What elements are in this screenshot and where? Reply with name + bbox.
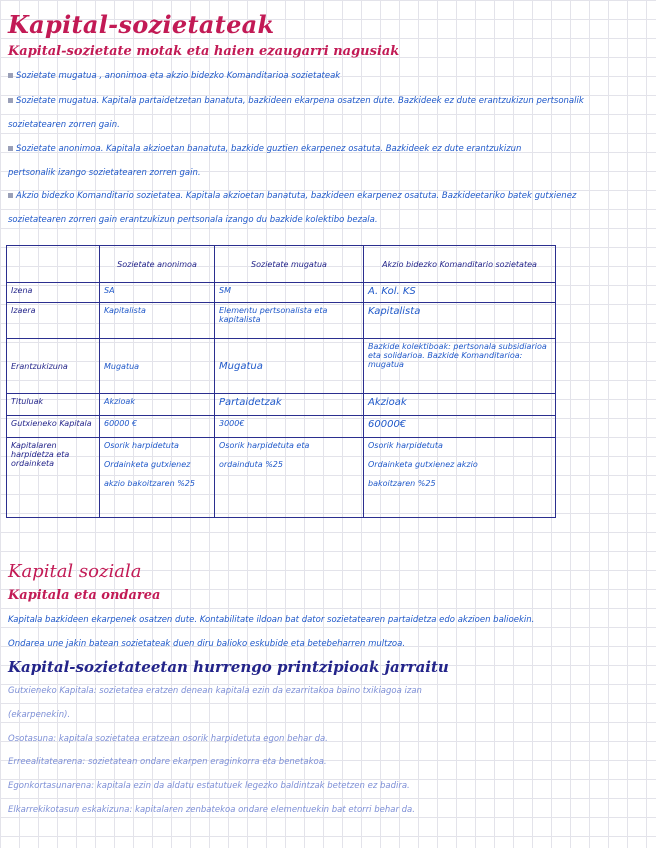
akzio-line-1: [8, 191, 576, 201]
table-cell: SM: [215, 283, 364, 303]
mugatua-text-1: Sozietate mugatua. Kapitala partaidetzetan banatuta, bazkideen ekarpena osatzen dute. Bazkideek ez dute erantzukizun pertsonalik: [16, 96, 584, 106]
table-header-cell: [7, 246, 100, 283]
kapitala-definition: Kapitala bazkideen ekarpenek osatzen dute. Kontabilitate ildoan bat dator sozietatearen partaidetza edo akzioen balioekin.: [8, 615, 535, 625]
table-cell: Kapitalista: [100, 303, 215, 339]
bullet-icon: [8, 193, 13, 198]
section-title: Kapital-sozietateetan hurrengo printzipioak jarraitu: [8, 658, 449, 676]
row-label: Tituluak: [7, 394, 100, 416]
table-cell: 3000€: [215, 416, 364, 438]
anonimoa-line-1: [8, 144, 521, 154]
bullet-icon: [8, 146, 13, 151]
table-cell: Partaidetzak: [215, 394, 364, 416]
row-label: Gutxieneko Kapitala: [7, 416, 100, 438]
anonimoa-line-2: pertsonalik izango sozietatearen zorren gain.: [8, 168, 201, 178]
section-subtitle: Kapitala eta ondarea: [8, 588, 161, 603]
table-header-row: [7, 246, 556, 283]
principle-line: Egonkortasunarena: kapitala ezin da aldatu estatutuek legezko baldintzak betetzen ez badira.: [8, 781, 410, 791]
cell-line: Osorik harpidetuta: [368, 441, 443, 450]
table-cell: Akzioak: [364, 394, 556, 416]
comparison-table: [6, 245, 556, 518]
akzio-line-2: sozietatearen zorren gain erantzukizun pertsonala izango du bazkide kolektibo bezala.: [8, 215, 378, 225]
intro-line: [8, 71, 340, 81]
table-cell: 60000€: [364, 416, 556, 438]
row-label: Izaera: [7, 303, 100, 339]
table-row: [7, 438, 556, 518]
table-header-cell: Sozietate anonimoa: [100, 246, 215, 283]
table-cell: Mugatua: [215, 339, 364, 394]
cell-line: Osorik harpidetuta: [104, 441, 179, 450]
mugatua-line-1: [8, 96, 584, 106]
table-cell: [215, 438, 364, 518]
table-cell: [364, 438, 556, 518]
table-row: [7, 416, 556, 438]
cell-line: akzio bakoitzaren %25: [104, 479, 195, 488]
table-row: [7, 283, 556, 303]
section-title: Kapital soziala: [8, 561, 142, 582]
row-label: Erantzukizuna: [7, 339, 100, 394]
section-subtitle: Kapital-sozietate motak eta haien ezaugarri nagusiak: [8, 44, 400, 59]
table-cell: Mugatua: [100, 339, 215, 394]
bullet-icon: [8, 98, 13, 103]
principle-line: Osotasuna: kapitala sozietatea eratzean osorik harpidetuta egon behar da.: [8, 734, 328, 744]
table-cell: [100, 438, 215, 518]
anonimoa-text-1: Sozietate anonimoa. Kapitala akzioetan banatuta, bazkide guztien ekarpenez osatuta. Bazkideek ez dute erantzukizun: [16, 144, 522, 154]
principle-line: Gutxieneko Kapitala: sozietatea eratzen denean kapitala ezin da ezarritakoa baino txikiagoa izan: [8, 686, 422, 696]
cell-line: bakoitzaren %25: [368, 479, 436, 488]
table-header-cell: Sozietate mugatua: [215, 246, 364, 283]
table-cell: Akzioak: [100, 394, 215, 416]
table-cell: A. Kol. KS: [364, 283, 556, 303]
row-label: Kapitalaren harpidetza eta ordainketa: [7, 438, 100, 518]
table-cell: Elementu pertsonalista eta kapitalista: [215, 303, 364, 339]
mugatua-line-2: sozietatearen zorren gain.: [8, 120, 120, 130]
table-cell: 60000 €: [100, 416, 215, 438]
cell-line: ordainduta %25: [219, 460, 283, 469]
intro-text: Sozietate mugatua , anonimoa eta akzio bidezko Komanditarioa sozietateak: [16, 71, 341, 81]
page-title: Kapital-sozietateak: [8, 10, 275, 39]
table-header-cell: Akzio bidezko Komanditario sozietatea: [364, 246, 556, 283]
bullet-icon: [8, 73, 13, 78]
table-row: [7, 339, 556, 394]
table-row: [7, 394, 556, 416]
table-row: [7, 303, 556, 339]
ondarea-definition: Ondarea une jakin batean sozietateak duen diru balioko eskubide eta betebeharren multzoa.: [8, 639, 406, 649]
cell-line: Ordainketa gutxienez akzio: [368, 460, 478, 469]
principle-line: Erreealitatearena: sozietatean ondare ekarpen eraginkorra eta benetakoa.: [8, 757, 327, 767]
principle-line: (ekarpenekin).: [8, 710, 71, 720]
table-cell: Kapitalista: [364, 303, 556, 339]
akzio-text-1: Akzio bidezko Komanditario sozietatea. Kapitala akzioetan banatuta, bazkideen ekarpenez osatuta. Bazkideetariko batek gutxienez: [16, 191, 577, 201]
principle-line: Elkarrekikotasun eskakizuna: kapitalaren zenbatekoa ondare elementuekin bat etorri behar da.: [8, 805, 415, 815]
row-label: Izena: [7, 283, 100, 303]
table-cell: SA: [100, 283, 215, 303]
cell-line: Osorik harpidetuta eta: [219, 441, 310, 450]
table-cell: Bazkide kolektiboak: pertsonala subsidiarioa eta solidarioa. Bazkide Komanditarioa: mugatua: [364, 339, 556, 394]
cell-line: Ordainketa gutxienez: [104, 460, 191, 469]
